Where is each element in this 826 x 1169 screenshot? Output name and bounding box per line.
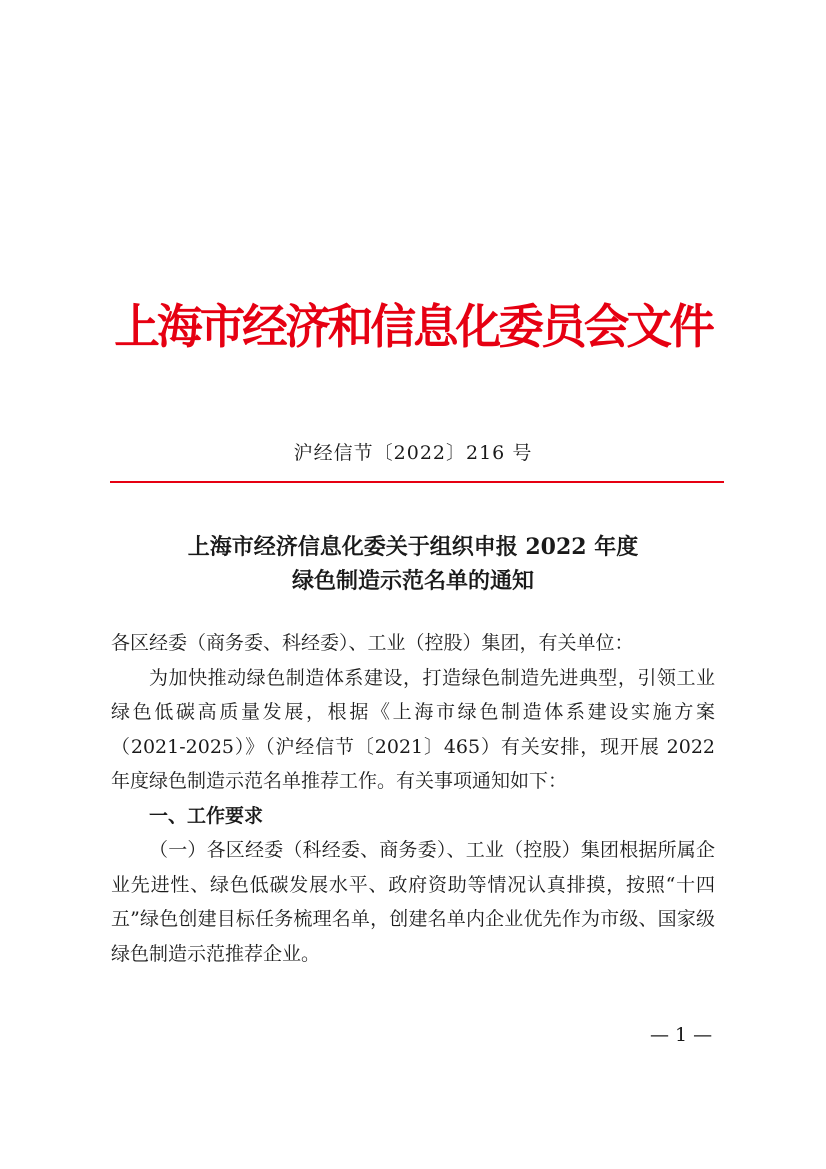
document-number: 沪经信节〔2022〕216 号	[293, 442, 533, 464]
document-title-line-1: 上海市经济信息化委关于组织申报 2022 年度	[187, 534, 639, 560]
red-divider-line	[110, 481, 724, 483]
document-title	[0, 530, 826, 598]
section-heading-1: 一、工作要求	[149, 804, 264, 827]
document-title-line-2: 绿色制造示范名单的通知	[291, 568, 534, 594]
intro-paragraph: 为加快推动绿色制造体系建设，打造绿色制造先进典型，引领工业绿色低碳高质量发展，根据《上海市绿色制造体系建设实施方案（2021-2025）》（沪经信节〔2021〕465）有关安排，现开展 2022 年度绿色制造示范名单推荐工作。有关事项通知如下：	[111, 666, 715, 792]
section-1-item-1: （一）各区经委（科经委、商务委）、工业（控股）集团根据所属企业先进性、绿色低碳发展水平、政府资助等情况认真排摸，按照“十四五”绿色创建目标任务梳理名单，创建名单内企业优先作为市级、国家级绿色制造示范推荐企业。	[111, 839, 715, 965]
salutation: 各区经委（商务委、科经委）、工业（控股）集团，有关单位：	[111, 632, 634, 654]
issuer-masthead: 上海市经济和信息化委员会文件	[114, 300, 712, 355]
document-body	[111, 626, 715, 971]
page-number: — 1 —	[650, 1024, 713, 1046]
